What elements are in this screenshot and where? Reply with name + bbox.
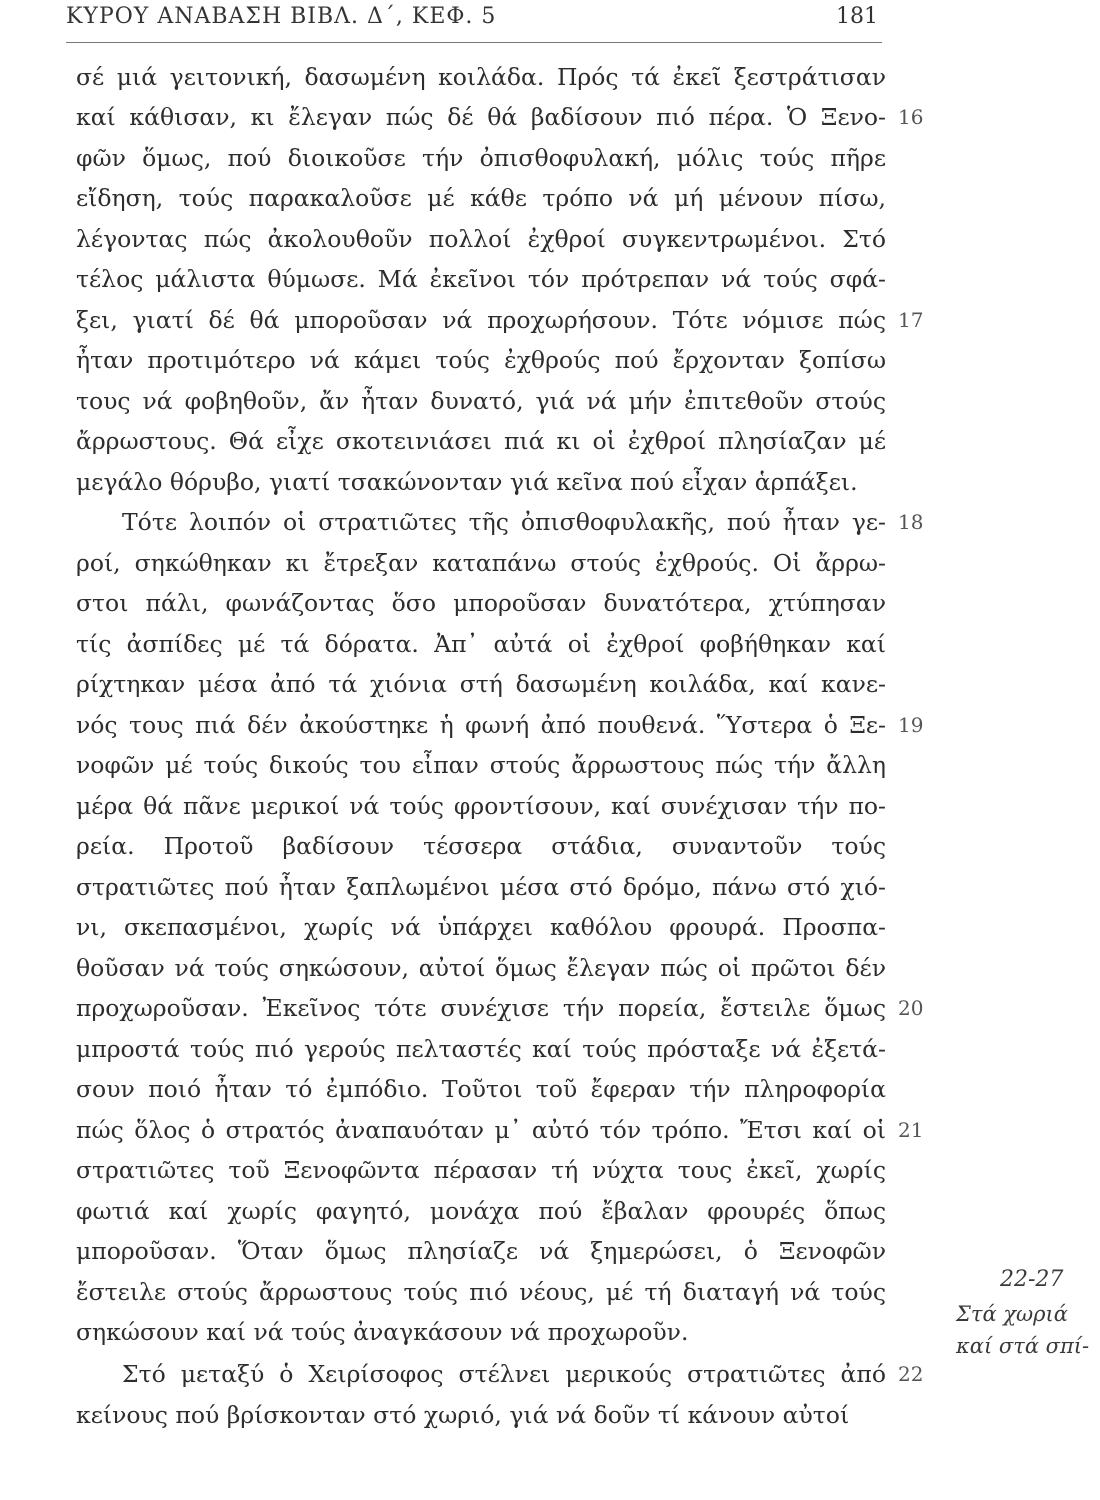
text-line: στρατιῶτες πού ἦταν ξαπλωμένοι μέσα στό δρόμο, πάνω στό χιό- xyxy=(76,873,886,901)
text-line: προχωροῦσαν. Ἐκεῖνος τότε συνέχισε τήν πορεία, ἔστειλε ὅμως xyxy=(76,994,886,1022)
text-line: σέ μιά γειτονική, δασωμένη κοιλάδα. Πρός τά ἐκεῖ ξεστράτισαν xyxy=(76,63,886,91)
text-line: πώς ὅλος ὁ στρατός ἀναπαυόταν μ᾽ αὐτό τόν τρόπο. Ἔτσι καί οἱ xyxy=(76,1116,886,1144)
text-line: φῶν ὅμως, πού διοικοῦσε τήν ὀπισθοφυλακή, μόλις τούς πῆρε xyxy=(76,144,886,172)
text-line: φωτιά καί χωρίς φαγητό, μονάχα πού ἔβαλαν φρουρές ὅπως xyxy=(76,1197,886,1225)
text-line: τίς ἀσπίδες μέ τά δόρατα. Ἀπ᾽ αὐτά οἱ ἐχθροί φοβήθηκαν καί xyxy=(76,630,886,658)
section-number: 19 xyxy=(898,713,924,737)
text-line: στρατιῶτες τοῦ Ξενοφῶντα πέρασαν τή νύχτα τους ἐκεῖ, χωρίς xyxy=(76,1156,886,1184)
text-line: κείνους πού βρίσκονταν στό χωριό, γιά νά δοῦν τί κάνουν αὐτοί xyxy=(76,1401,850,1429)
text-line: ροί, σηκώθηκαν κι ἔτρεξαν καταπάνω στούς ἐχθρούς. Οἱ ἄρρω- xyxy=(76,549,886,577)
running-head: ΚΥΡΟΥ ΑΝΑΒΑΣΗ ΒΙΒΛ. Δ΄, ΚΕΦ. 5 xyxy=(66,4,497,29)
page-header xyxy=(66,4,882,34)
margin-note-line: Στά χωριά xyxy=(956,1302,1068,1326)
text-line: στοι πάλι, φωνάζοντας ὅσο μποροῦσαν δυνατότερα, χτύπησαν xyxy=(76,589,886,617)
text-line: ἦταν προτιμότερο νά κάμει τούς ἐχθρούς πού ἔρχονταν ξοπίσω xyxy=(76,346,886,374)
text-line: μέρα θά πᾶνε μερικοί νά τούς φροντίσουν, καί συνέχισαν τήν πο- xyxy=(76,792,886,820)
text-line: λέγοντας πώς ἀκολουθοῦν πολλοί ἐχθροί συγκεντρωμένοι. Στό xyxy=(76,225,886,253)
text-line: μποροῦσαν. Ὅταν ὅμως πλησίαζε νά ξημερώσει, ὁ Ξενοφῶν xyxy=(76,1237,886,1265)
text-line: ξει, γιατί δέ θά μποροῦσαν νά προχωρήσουν. Τότε νόμισε πώς xyxy=(76,306,886,334)
section-number: 22 xyxy=(898,1362,924,1386)
margin-note-line: καί στά σπί- xyxy=(956,1334,1090,1358)
text-line: ἄρρωστους. Θά εἶχε σκοτεινιάσει πιά κι οἱ ἐχθροί πλησίαζαν μέ xyxy=(76,427,886,455)
section-number: 18 xyxy=(898,510,924,534)
margin-note-range: 22-27 xyxy=(1000,1267,1064,1292)
text-line: μπροστά τούς πιό γερούς πελταστές καί τούς πρόσταξε νά ἐξετά- xyxy=(76,1035,886,1063)
text-line: μεγάλο θόρυβο, γιατί τσακώνονταν γιά κεῖνα πού εἶχαν ἁρπάξει. xyxy=(76,468,858,496)
text-line: ἔστειλε στούς ἄρρωστους τούς πιό νέους, μέ τή διαταγή νά τούς xyxy=(76,1278,886,1306)
text-line: εἴδηση, τούς παρακαλοῦσε μέ κάθε τρόπο νά μή μένουν πίσω, xyxy=(76,184,886,212)
text-line: Τότε λοιπόν οἱ στρατιῶτες τῆς ὀπισθοφυλακῆς, πού ἦταν γε- xyxy=(122,508,886,536)
section-number: 20 xyxy=(898,996,924,1020)
text-line: νοφῶν μέ τούς δικούς του εἶπαν στούς ἄρρωστους πώς τήν ἄλλη xyxy=(76,751,886,779)
text-line: τέλος μάλιστα θύμωσε. Μά ἐκεῖνοι τόν πρότρεπαν νά τούς σφά- xyxy=(76,265,886,293)
page-number: 181 xyxy=(836,4,878,29)
text-line: σηκώσουν καί νά τούς ἀναγκάσουν νά προχωροῦν. xyxy=(76,1318,689,1346)
text-line: τους νά φοβηθοῦν, ἄν ἦταν δυνατό, γιά νά μήν ἐπιτεθοῦν στούς xyxy=(76,387,886,415)
text-line: σουν ποιό ἦταν τό ἐμπόδιο. Τοῦτοι τοῦ ἔφεραν τήν πληροφορία xyxy=(76,1075,886,1103)
header-rule xyxy=(66,42,882,43)
text-line: ρίχτηκαν μέσα ἀπό τά χιόνια στή δασωμένη κοιλάδα, καί κανε- xyxy=(76,670,886,698)
section-number: 21 xyxy=(898,1118,924,1142)
text-line: θοῦσαν νά τούς σηκώσουν, αὐτοί ὅμως ἔλεγαν πώς οἱ πρῶτοι δέν xyxy=(76,954,886,982)
text-line: καί κάθισαν, κι ἔλεγαν πώς δέ θά βαδίσουν πιό πέρα. Ὁ Ξενο- xyxy=(76,103,886,131)
section-number: 17 xyxy=(898,308,924,332)
text-line: ρεία. Προτοῦ βαδίσουν τέσσερα στάδια, συναντοῦν τούς xyxy=(76,832,886,860)
text-line: Στό μεταξύ ὁ Χειρίσοφος στέλνει μερικούς στρατιῶτες ἀπό xyxy=(122,1360,886,1388)
section-number: 16 xyxy=(898,105,924,129)
text-line: νι, σκεπασμένοι, χωρίς νά ὑπάρχει καθόλου φρουρά. Προσπα- xyxy=(76,913,886,941)
text-line: νός τους πιά δέν ἀκούστηκε ἡ φωνή ἀπό πουθενά. Ὕστερα ὁ Ξε- xyxy=(76,711,886,739)
